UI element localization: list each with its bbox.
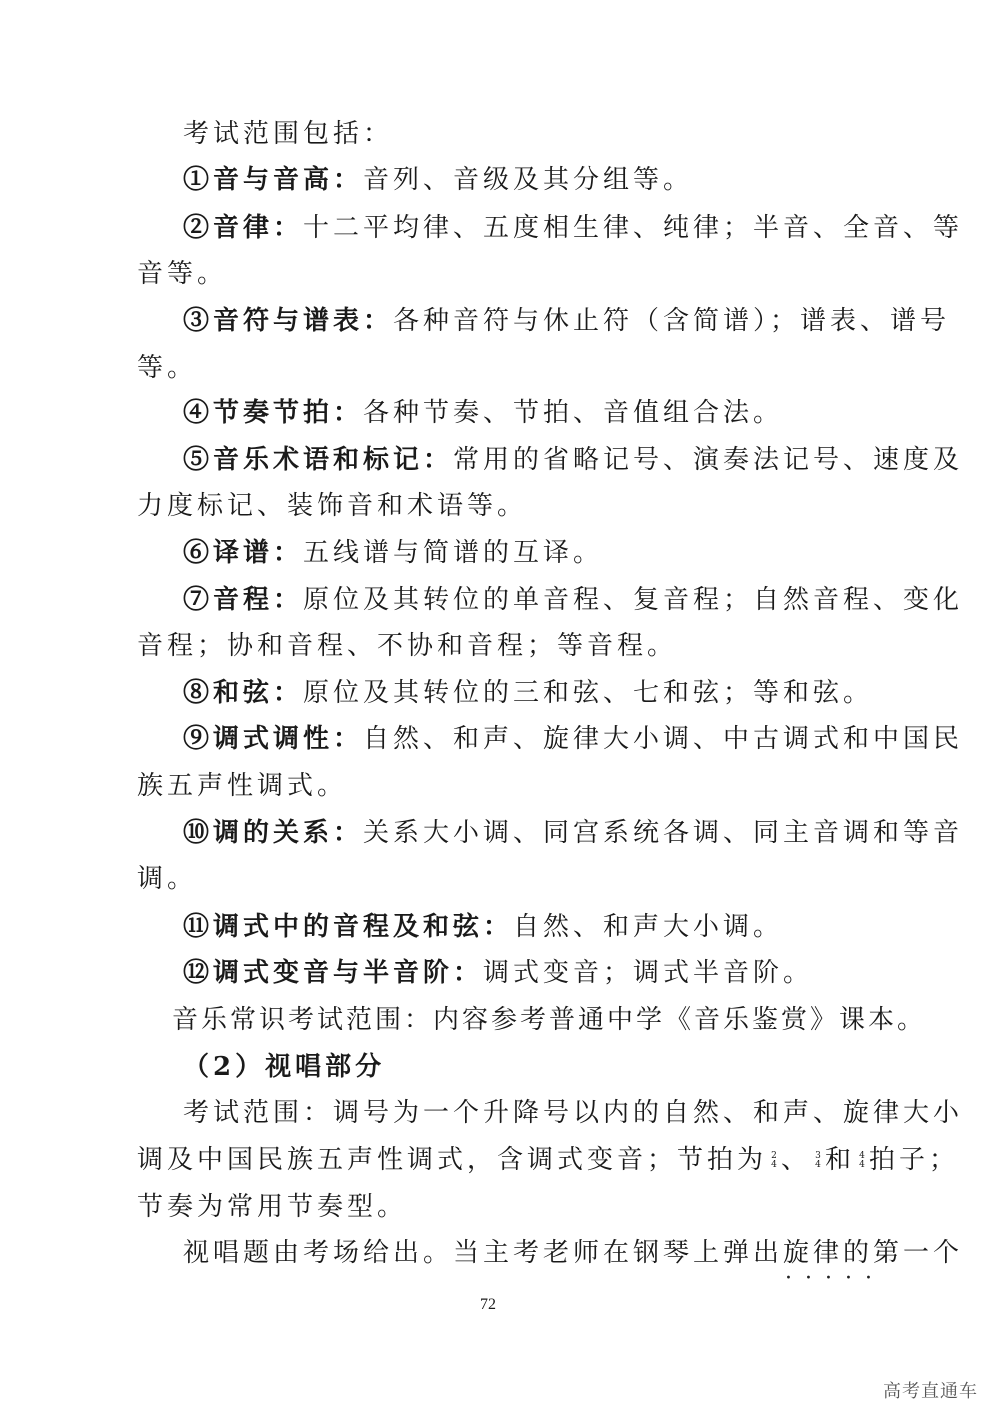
item-label: ⑨调式调性：: [183, 724, 364, 754]
list-item: [183, 816, 963, 850]
item-label: ⑪调式中的音程及和弦：: [183, 912, 514, 942]
item-text: 关系大小调、同宫系统各调、同主音调和等音: [363, 818, 964, 848]
item-text: 自然、和声、旋律大小调、中古调式和中国民: [363, 724, 964, 754]
item-label: ⑩调的关系：: [183, 818, 364, 848]
item-continuation: 等。: [137, 353, 198, 383]
list-item: [183, 396, 783, 430]
intro-line: 考试范围包括：: [183, 119, 394, 149]
item-label: ⑥译谱：: [183, 538, 304, 568]
sight-line-3: 节奏为常用节奏型。: [137, 1192, 408, 1222]
music-common-line: 音乐常识考试范围：内容参考普通中学《音乐鉴赏》课本。: [172, 1005, 927, 1035]
item-continuation: 调。: [137, 864, 198, 894]
item-label: ⑧和弦：: [183, 678, 304, 708]
emphasized-text: 旋律的第一个 · · ·: [783, 1236, 963, 1270]
item-text: 调式变音；调式半音阶。: [483, 958, 814, 988]
item-label: ②音律：: [183, 213, 304, 243]
time-signature-4-4: [857, 1152, 867, 1170]
watermark-text: 高考直通车: [883, 1381, 978, 1401]
list-item: [183, 676, 873, 710]
time-signature-3-4: [813, 1152, 823, 1170]
frac-numerator: 4: [859, 1151, 865, 1161]
sight-line-2-end: 拍子；: [869, 1145, 960, 1175]
list-item: [183, 956, 813, 990]
last-line: [183, 1236, 963, 1270]
item-label: ⑫调式变音与半音阶：: [183, 958, 484, 988]
item-text: 音列、音级及其分组等。: [363, 165, 694, 195]
frac-denominator: 4: [771, 1160, 777, 1170]
list-item: [183, 910, 783, 944]
item-text: 原位及其转位的单音程、复音程；自然音程、变化: [303, 585, 964, 615]
section-heading: （2）视唱部分: [183, 1052, 386, 1082]
item-text: 各种节奏、节拍、音值组合法。: [363, 398, 784, 428]
separator: 、: [781, 1145, 812, 1175]
sight-line-2: [137, 1143, 959, 1177]
item-label: ③音符与谱表：: [183, 306, 394, 336]
item-text: 十二平均律、五度相生律、纯律；半音、全音、等: [303, 213, 964, 243]
item-continuation: 族五声性调式。: [137, 771, 348, 801]
frac-denominator: 4: [815, 1160, 821, 1170]
item-text: 自然、和声大小调。: [513, 912, 784, 942]
frac-numerator: 3: [815, 1151, 821, 1161]
list-item: [183, 536, 603, 570]
item-continuation: 音等。: [137, 259, 228, 289]
item-text: 常用的省略记号、演奏法记号、速度及: [453, 445, 964, 475]
item-text: 五线谱与简谱的互译。: [303, 538, 604, 568]
list-item: [183, 304, 950, 338]
time-signature-2-4: [769, 1152, 779, 1170]
sight-line-2-text: 调及中国民族五声性调式，含调式变音；节拍为: [137, 1145, 768, 1175]
item-label: ⑤音乐术语和标记：: [183, 445, 454, 475]
item-text: 各种音符与休止符（含简谱）；谱表、谱号: [393, 306, 951, 336]
frac-numerator: 2: [771, 1151, 777, 1161]
list-item: [183, 583, 963, 617]
list-item: [183, 443, 963, 477]
item-label: ④节奏节拍：: [183, 398, 364, 428]
list-item: [183, 722, 963, 756]
last-line-text: 视唱题由考场给出。当主考老师在钢琴上弹出: [183, 1238, 784, 1268]
frac-denominator: 4: [859, 1160, 865, 1170]
item-continuation: 音程；协和音程、不协和音程；等音程。: [137, 631, 678, 661]
item-label: ⑦音程：: [183, 585, 304, 615]
list-item: [183, 163, 693, 197]
page-number: 72: [480, 1296, 496, 1313]
sight-line-1: 考试范围：调号为一个升降号以内的自然、和声、旋律大小: [183, 1098, 964, 1128]
separator: 和: [825, 1145, 856, 1175]
list-item: [183, 211, 963, 245]
item-text: 原位及其转位的三和弦、七和弦；等和弦。: [303, 678, 874, 708]
item-label: ①音与音高：: [183, 165, 364, 195]
item-continuation: 力度标记、装饰音和术语等。: [137, 491, 528, 521]
